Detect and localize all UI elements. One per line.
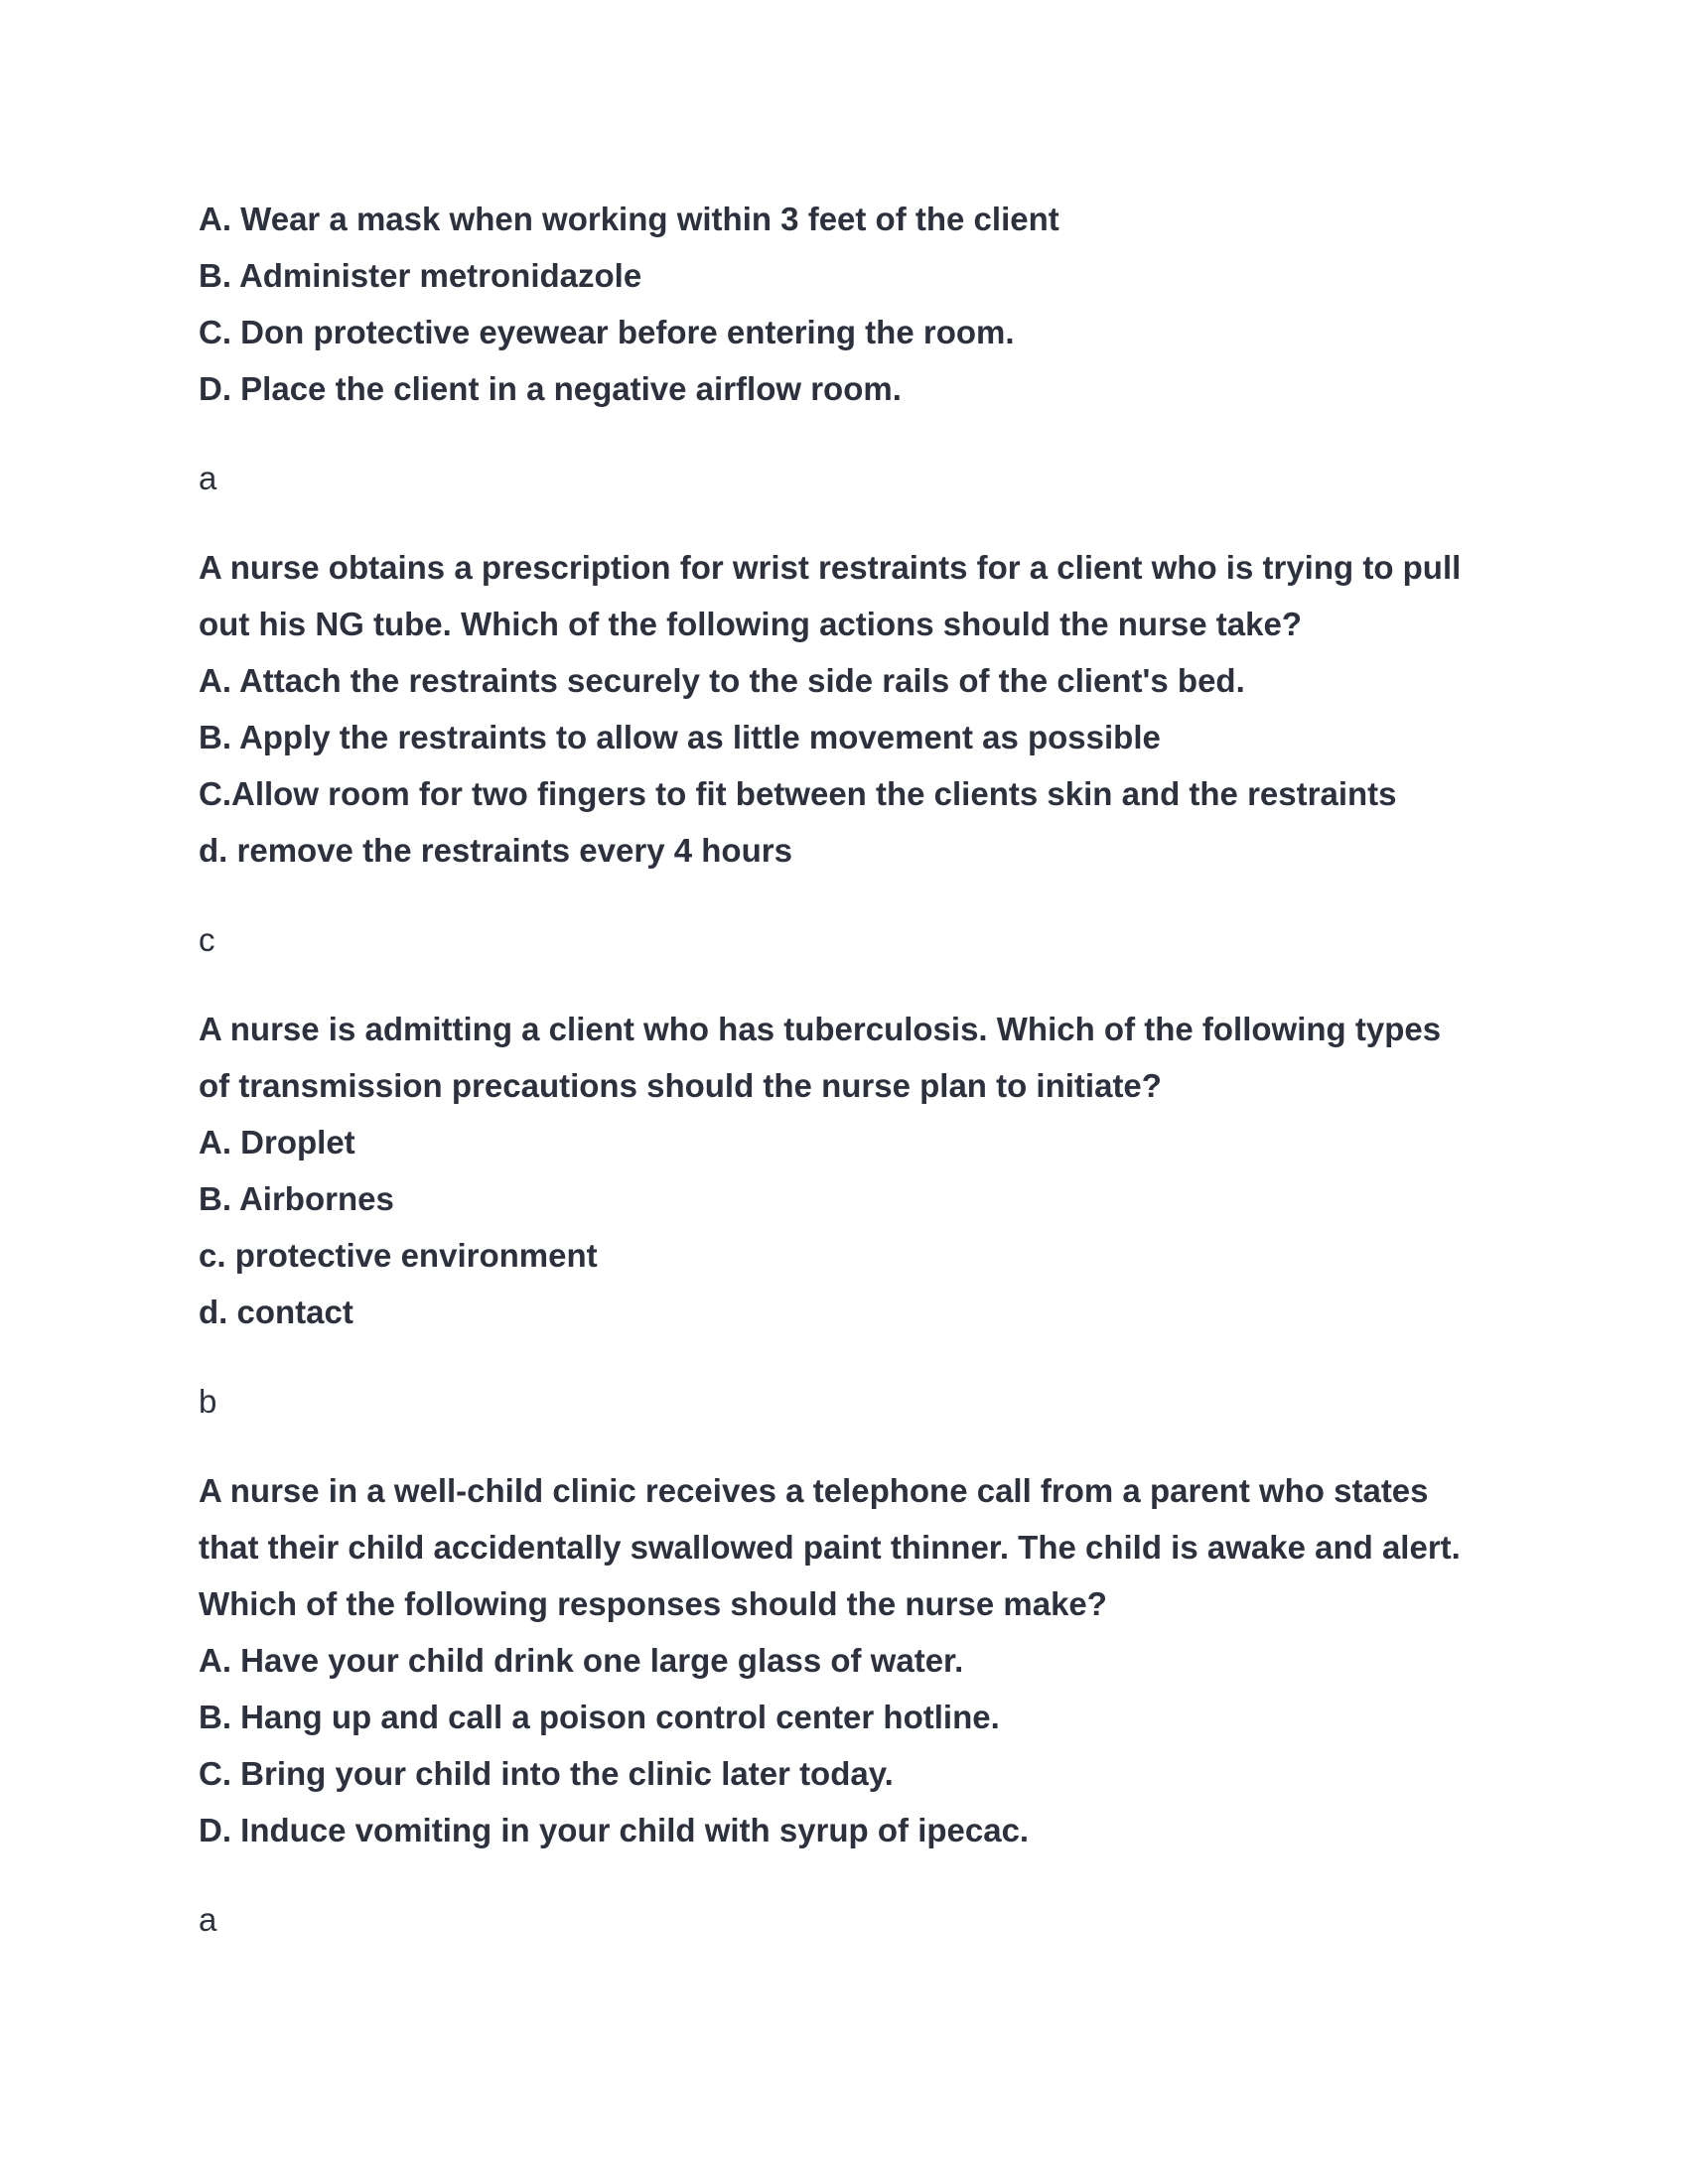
question-stem-line: that their child accidentally swallowed paint thinner. The child is awake and alert.: [199, 1529, 1461, 1566]
option-a: A. Wear a mask when working within 3 feet of the client: [199, 201, 1059, 237]
option-d: D. Place the client in a negative airflow room.: [199, 370, 902, 407]
option-a: A. Droplet: [199, 1124, 355, 1160]
option-c: C. Don protective eyewear before entering the room.: [199, 314, 1015, 350]
answer-key: a: [199, 460, 217, 496]
option-b: B. Airbornes: [199, 1180, 394, 1217]
answer-key: a: [199, 1901, 217, 1938]
option-b: B. Apply the restraints to allow as little movement as possible: [199, 719, 1161, 755]
question-stem-line: A nurse obtains a prescription for wrist restraints for a client who is trying to pull: [199, 549, 1462, 586]
option-a: A. Have your child drink one large glass of water.: [199, 1642, 964, 1679]
option-d: D. Induce vomiting in your child with syrup of ipecac.: [199, 1812, 1030, 1848]
question-block: [199, 191, 1509, 506]
question-stem-line: Which of the following responses should the nurse make?: [199, 1585, 1107, 1622]
question-stem-line: A nurse is admitting a client who has tuberculosis. Which of the following types: [199, 1011, 1442, 1047]
option-b: B. Hang up and call a poison control center hotline.: [199, 1699, 1000, 1735]
option-c: c. protective environment: [199, 1237, 598, 1274]
question-block: [199, 1001, 1509, 1430]
option-a: A. Attach the restraints securely to the side rails of the client's bed.: [199, 662, 1245, 699]
option-c: C. Bring your child into the clinic later today.: [199, 1755, 894, 1792]
question-stem-line: A nurse in a well-child clinic receives a telephone call from a parent who states: [199, 1472, 1429, 1509]
question-block: [199, 1462, 1509, 1948]
option-d: d. remove the restraints every 4 hours: [199, 832, 792, 869]
question-stem-line: of transmission precautions should the nurse plan to initiate?: [199, 1067, 1162, 1104]
answer-key: b: [199, 1383, 217, 1420]
option-d: d. contact: [199, 1294, 353, 1330]
answer-key: c: [199, 921, 215, 958]
question-stem-line: out his NG tube. Which of the following actions should the nurse take?: [199, 606, 1303, 642]
option-b: B. Administer metronidazole: [199, 257, 642, 294]
option-c: C.Allow room for two fingers to fit between the clients skin and the restraints: [199, 775, 1397, 812]
document-body: [199, 191, 1509, 1980]
question-block: [199, 539, 1509, 968]
